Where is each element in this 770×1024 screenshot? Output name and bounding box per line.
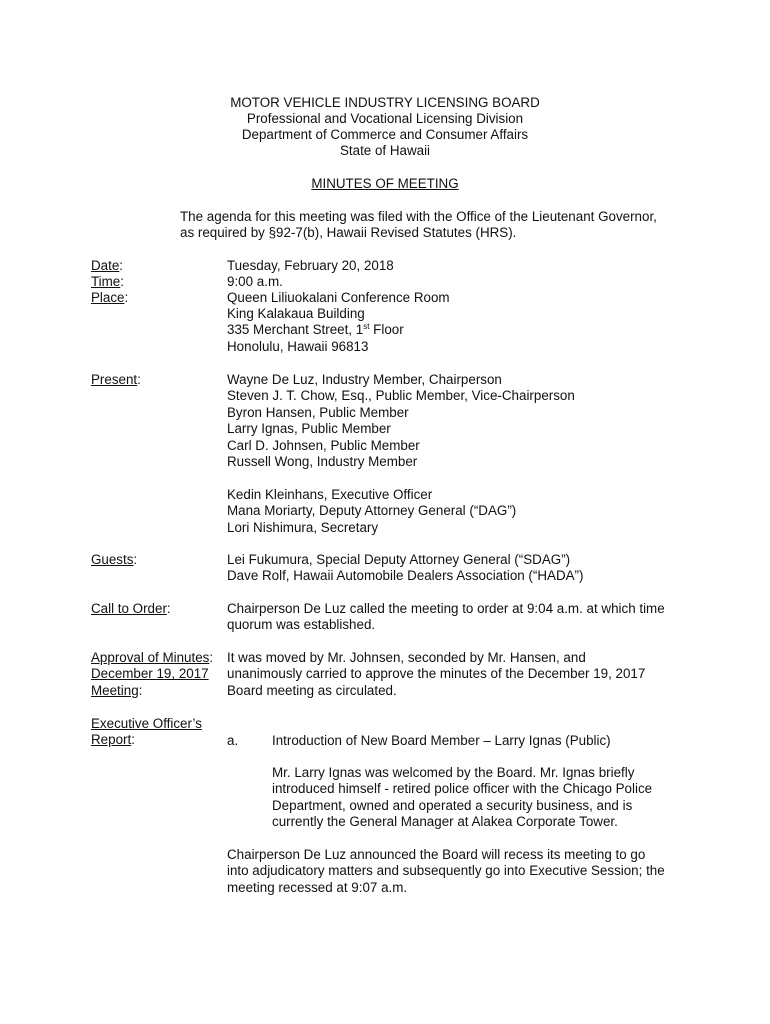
- present-member: Wayne De Luz, Industry Member, Chairperson: [227, 372, 502, 387]
- recess-text: [227, 847, 665, 896]
- approval-line: Board meeting as circulated.: [227, 682, 397, 698]
- call-to-order-label-colon: :: [166, 601, 171, 616]
- division-name: Professional and Vocational Licensing Division: [246, 111, 524, 126]
- date-label-colon: :: [119, 258, 124, 273]
- call-to-order-line: Chairperson De Luz called the meeting to order at 9:04 a.m. at which time: [227, 601, 665, 616]
- guests-label: [91, 552, 137, 568]
- eo-report-label-line: [91, 732, 202, 748]
- agenda-notice-line2: as required by §92-7(b), Hawaii Revised Statutes (HRS).: [180, 225, 517, 240]
- eo-report-label: [91, 716, 202, 749]
- agenda-notice-line1: The agenda for this meeting was filed with the Office of the Lieutenant Governor,: [180, 209, 657, 224]
- place-street-floor: Floor: [369, 322, 404, 337]
- item-title: Introduction of New Board Member – Larry Ignas (Public): [272, 733, 611, 748]
- approval-label-text: Approval of Minutes: [91, 650, 210, 665]
- date-label-text: Date: [91, 258, 120, 273]
- call-to-order-label: [91, 601, 171, 617]
- time-label-text: Time: [91, 274, 121, 289]
- call-to-order-line: quorum was established.: [227, 617, 376, 633]
- place-street-sup: st: [363, 322, 370, 331]
- recess-line: Chairperson De Luz announced the Board will recess its meeting to go: [227, 847, 646, 862]
- guests-label-text: Guests: [91, 552, 134, 567]
- place-label: [91, 290, 128, 306]
- approval-line: It was moved by Mr. Johnsen, seconded by Mr. Hansen, and: [227, 650, 586, 665]
- call-to-order-label-text: Call to Order: [91, 601, 167, 616]
- item-body: [272, 765, 652, 831]
- present-member: Carl D. Johnsen, Public Member: [227, 437, 420, 453]
- approval-label-line: [91, 650, 213, 666]
- present-label-colon: :: [137, 372, 141, 387]
- present-label: [91, 372, 141, 388]
- place-street-text: 335 Merchant Street, 1: [227, 322, 364, 337]
- place-street: [227, 322, 404, 338]
- place-label-colon: :: [124, 290, 129, 305]
- eo-report-label-line: [91, 716, 202, 732]
- state-name: State of Hawaii: [339, 143, 431, 158]
- present-members-list: [227, 372, 575, 470]
- time-label-colon: :: [120, 274, 124, 289]
- item-marker: a.: [227, 733, 239, 748]
- item-body-line: currently the General Manager at Alakea Corporate Tower.: [272, 814, 618, 830]
- meeting-time: 9:00 a.m.: [227, 274, 283, 289]
- guest: Dave Rolf, Hawaii Automobile Dealers Association (“HADA”): [227, 568, 584, 584]
- place-room: Queen Liliuokalani Conference Room: [227, 290, 450, 305]
- approval-label-meeting: Meeting: [91, 682, 139, 698]
- item-body-line: introduced himself - retired police officer with the Chicago Police: [272, 781, 653, 797]
- item-body-line: Mr. Larry Ignas was welcomed by the Board. Mr. Ignas briefly: [272, 765, 635, 780]
- guests-list: [227, 552, 583, 585]
- present-staff: Mana Moriarty, Deputy Attorney General (“DAG”): [227, 503, 517, 519]
- eo-report-label-report: Report: [91, 732, 132, 748]
- eo-report-label-text: Executive Officer’s: [91, 716, 202, 731]
- present-member: Larry Ignas, Public Member: [227, 421, 391, 437]
- present-staff-list: [227, 487, 516, 536]
- minutes-title-wrap: [0, 176, 770, 192]
- time-label: [91, 274, 124, 290]
- guests-label-colon: :: [133, 552, 138, 567]
- board-name: MOTOR VEHICLE INDUSTRY LICENSING BOARD: [230, 95, 540, 110]
- call-to-order-text: [227, 601, 665, 634]
- present-member: Steven J. T. Chow, Esq., Public Member, Vice-Chairperson: [227, 388, 575, 404]
- present-staff: Lori Nishimura, Secretary: [227, 519, 379, 535]
- date-label: [91, 258, 123, 274]
- approval-label-colon: :: [138, 682, 143, 698]
- recess-line: into adjudicatory matters and subsequently go into Executive Session; the: [227, 863, 665, 879]
- department-name: Department of Commerce and Consumer Affairs: [241, 127, 529, 142]
- place-label-text: Place: [91, 290, 125, 305]
- guest: Lei Fukumura, Special Deputy Attorney General (“SDAG”): [227, 552, 571, 567]
- approval-text: [227, 650, 645, 699]
- place-building: King Kalakaua Building: [227, 306, 365, 321]
- approval-label-date: December 19, 2017: [91, 666, 209, 682]
- item-body-line: Department, owned and operated a security business, and is: [272, 797, 633, 813]
- present-label-text: Present: [91, 372, 138, 387]
- meeting-date: Tuesday, February 20, 2018: [227, 258, 394, 273]
- recess-line: meeting recessed at 9:07 a.m.: [227, 879, 408, 895]
- approval-label-colon: :: [209, 650, 214, 665]
- present-staff: Kedin Kleinhans, Executive Officer: [227, 487, 433, 502]
- present-member: Byron Hansen, Public Member: [227, 404, 409, 420]
- place-city: Honolulu, Hawaii 96813: [227, 339, 369, 354]
- minutes-title: MINUTES OF MEETING: [311, 176, 459, 191]
- eo-report-label-colon: :: [131, 732, 135, 748]
- present-member: Russell Wong, Industry Member: [227, 453, 418, 469]
- approval-label-line: [91, 666, 213, 682]
- approval-label-line: [91, 683, 213, 699]
- approval-label: [91, 650, 213, 699]
- approval-line: unanimously carried to approve the minutes of the December 19, 2017: [227, 666, 646, 682]
